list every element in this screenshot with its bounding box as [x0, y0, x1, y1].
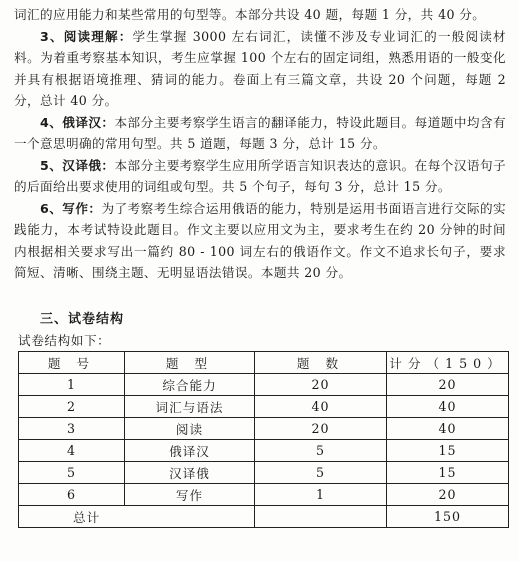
cell-type: 综合能力: [125, 374, 255, 396]
cell-number: 6: [19, 484, 125, 506]
table-row: [19, 462, 509, 484]
cell-score: 40: [387, 396, 509, 418]
paragraph-vocab-grammar-end: [14, 4, 506, 25]
cell-score: 15: [387, 440, 509, 462]
cell-total-label: 总计: [19, 506, 255, 528]
paragraph-ru-to-zh: [14, 112, 506, 155]
paragraph-text: 本部分主要考察学生应用所学语言知识表达的意识。在每个汉语句子的后面给出要求使用的词组或句型。共 5 个句子，每句 3 分，总计 15 分。: [14, 158, 506, 195]
cell-score: 20: [387, 484, 509, 506]
paragraph-writing: [14, 198, 506, 284]
cell-type: 写作: [125, 484, 255, 506]
header-score: 计分（150）: [387, 352, 509, 374]
cell-total-count: [255, 506, 387, 528]
paragraph-text: 词汇的应用能力和某些常用的句型等。本部分共设 40 题，每题 1 分，共 40 分。: [14, 7, 486, 22]
cell-count: 40: [255, 396, 387, 418]
section-heading: 三、试卷结构: [40, 312, 125, 327]
paragraph-reading: [14, 26, 506, 112]
table-row: [19, 484, 509, 506]
table-row: [19, 418, 509, 440]
header-question-number: 题 号: [19, 352, 125, 374]
cell-score: 20: [387, 374, 509, 396]
table-total-row: [19, 506, 509, 528]
cell-count: 20: [255, 418, 387, 440]
paragraph-lead: 4、俄译汉：: [40, 115, 115, 130]
cell-type: 汉译俄: [125, 462, 255, 484]
table-row: [19, 374, 509, 396]
cell-type: 阅读: [125, 418, 255, 440]
table-intro: 试卷结构如下：: [18, 333, 111, 348]
paragraph-zh-to-ru: [14, 155, 506, 198]
paragraph-text: 本部分主要考察学生语言的翻译能力，特设此题目。每道题中均含有一个意思明确的常用句型。共 5 道题，每题 3 分，总计 15 分。: [14, 115, 506, 152]
table-row: [19, 396, 509, 418]
paragraph-lead: 5、汉译俄：: [40, 158, 115, 173]
header-question-count: 题 数: [255, 352, 387, 374]
paragraph-text: 学生掌握 3000 左右词汇，读懂不涉及专业词汇的一般阅读材料。为着重考察基本知识，考生应掌握 100 个左右的固定词组，熟悉用语的一般变化并具有根据语境推理、猜词的能力。卷面上有三篇文章，共设 20 个问题，每题 2 分，总计 40 分。: [14, 29, 506, 109]
cell-type: 词汇与语法: [125, 396, 255, 418]
paragraph-lead: 6、写作：: [40, 201, 102, 216]
table-row: [19, 440, 509, 462]
cell-count: 5: [255, 462, 387, 484]
cell-number: 1: [19, 374, 125, 396]
paragraph-text: 为了考察考生综合运用俄语的能力，特别是运用书面语言进行交际的实践能力，本考试特设此题目。作文主要以应用文为主，要求考生在约 20 分钟的时间内根据相关要求写出一篇约 80 - 100 词左右的俄语作文。作文不追求长句子，要求简短、清晰、围绕主题、无明显语法错误。本题共 20 分。: [14, 201, 506, 281]
header-question-type: 题 型: [125, 352, 255, 374]
cell-number: 3: [19, 418, 125, 440]
cell-type: 俄译汉: [125, 440, 255, 462]
cell-number: 5: [19, 462, 125, 484]
cell-number: 2: [19, 396, 125, 418]
cell-total-score: 150: [387, 506, 509, 528]
cell-number: 4: [19, 440, 125, 462]
cell-score: 40: [387, 418, 509, 440]
cell-count: 20: [255, 374, 387, 396]
exam-structure-table: [18, 351, 509, 528]
cell-count: 1: [255, 484, 387, 506]
cell-count: 5: [255, 440, 387, 462]
cell-score: 15: [387, 462, 509, 484]
paragraph-lead: 3、阅读理解：: [40, 29, 133, 44]
table-header-row: [19, 352, 509, 374]
